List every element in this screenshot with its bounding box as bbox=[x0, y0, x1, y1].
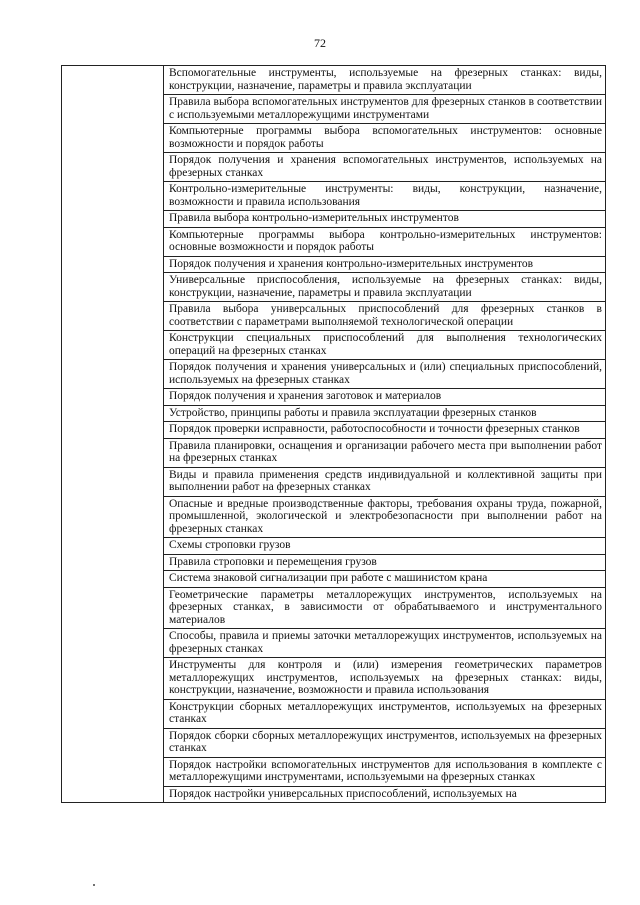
table-cell: Порядок настройки универсальных приспособлений, используемых на bbox=[164, 786, 606, 803]
table-cell: Способы, правила и приемы заточки металлорежущих инструментов, используемых на фрезерных станках bbox=[164, 629, 606, 658]
table-cell: Универсальные приспособления, используемые на фрезерных станках: виды, конструкции, назначение, параметры и правила эксплуатации bbox=[164, 273, 606, 302]
table-row bbox=[62, 66, 606, 95]
table-cell: Правила строповки и перемещения грузов bbox=[164, 554, 606, 571]
table-cell: Правила выбора контрольно-измерительных инструментов bbox=[164, 211, 606, 228]
table-cell: Геометрические параметры металлорежущих инструментов, используемых на фрезерных станках, в зависимости от обрабатываемого и инструментального материалов bbox=[164, 587, 606, 629]
table-cell: Порядок получения и хранения контрольно-измерительных инструментов bbox=[164, 256, 606, 273]
table-cell: Опасные и вредные производственные факторы, требования охраны труда, пожарной, промышленной, экологической и электробезопасности при выполнении работ на фрезерных станках bbox=[164, 496, 606, 538]
table-cell: Порядок проверки исправности, работоспособности и точности фрезерных станков bbox=[164, 422, 606, 439]
table-cell: Инструменты для контроля и (или) измерения геометрических параметров металлорежущих инструментов, используемых на фрезерных станках: виды, конструкции, назначение, возможности и правила использования bbox=[164, 658, 606, 700]
table-cell: Правила планировки, оснащения и организации рабочего места при выполнении работ на фрезерных станках bbox=[164, 438, 606, 467]
requirements-table bbox=[61, 65, 606, 803]
table-cell: Система знаковой сигнализации при работе с машинистом крана bbox=[164, 571, 606, 588]
page-number: 72 bbox=[314, 36, 326, 50]
table-cell: Виды и правила применения средств индивидуальной и коллективной защиты при выполнении работ на фрезерных станках bbox=[164, 467, 606, 496]
table-cell: Устройство, принципы работы и правила эксплуатации фрезерных станков bbox=[164, 405, 606, 422]
table-cell: Компьютерные программы выбора вспомогательных инструментов: основные возможности и порядок работы bbox=[164, 124, 606, 153]
table-cell: Порядок получения и хранения вспомогательных инструментов, используемых на фрезерных станках bbox=[164, 153, 606, 182]
table-cell: Конструкции специальных приспособлений для выполнения технологических операций на фрезерных станках bbox=[164, 331, 606, 360]
table-cell: Контрольно-измерительные инструменты: виды, конструкции, назначение, возможности и правила использования bbox=[164, 182, 606, 211]
table-cell: Порядок получения и хранения универсальных и (или) специальных приспособлений, используемых на фрезерных станках bbox=[164, 360, 606, 389]
table-cell: Вспомогательные инструменты, используемые на фрезерных станках: виды, конструкции, назначение, параметры и правила эксплуатации bbox=[164, 66, 606, 95]
table-cell: Порядок получения и хранения заготовок и материалов bbox=[164, 389, 606, 406]
table-cell: Правила выбора вспомогательных инструментов для фрезерных станков в соответствии с используемыми металлорежущими инструментами bbox=[164, 95, 606, 124]
table-cell: Конструкции сборных металлорежущих инструментов, используемых на фрезерных станках bbox=[164, 699, 606, 728]
table-cell: Схемы строповки грузов bbox=[164, 538, 606, 555]
table-cell: Порядок настройки вспомогательных инструментов для использования в комплекте с металлорежущими инструментами, используемыми на фрезерных станках bbox=[164, 757, 606, 786]
label-column bbox=[62, 66, 164, 803]
table-cell: Компьютерные программы выбора контрольно-измерительных инструментов: основные возможности и порядок работы bbox=[164, 227, 606, 256]
table-cell: Правила выбора универсальных приспособлений для фрезерных станков в соответствии с параметрами выполняемой технологической операции bbox=[164, 302, 606, 331]
table-cell: Порядок сборки сборных металлорежущих инструментов, используемых на фрезерных станках bbox=[164, 728, 606, 757]
scan-artifact-dot bbox=[93, 884, 95, 886]
